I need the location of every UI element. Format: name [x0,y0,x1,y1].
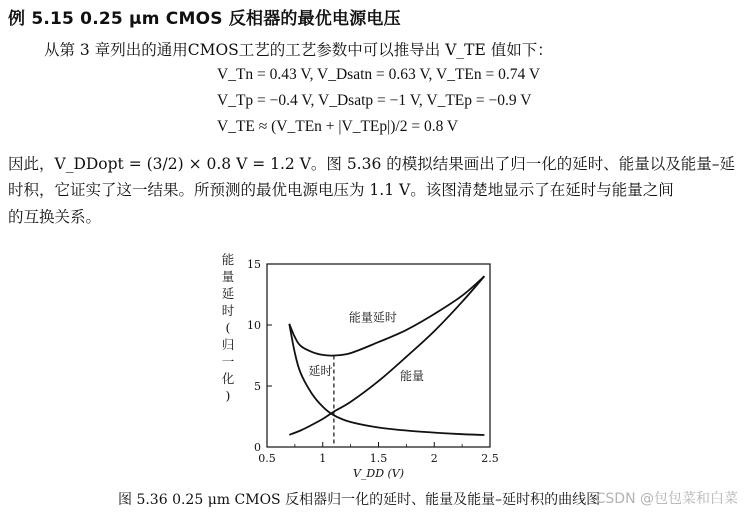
x-tick-label: 1 [319,452,327,465]
y-axis-label-char: 能 [221,252,235,267]
figure-5-36 [210,250,510,482]
y-tick-label: 5 [254,380,261,393]
series-delay-line [289,324,484,435]
y-axis-label-char: 归 [221,337,235,352]
y-axis-label-char: ) [225,388,231,403]
x-tick-label: 1.5 [369,452,388,465]
y-tick-label: 15 [247,258,261,271]
y-axis-label-char: 量 [221,269,235,284]
plot-frame [267,264,490,447]
x-tick-label: 2 [430,452,438,465]
y-axis-label-char: 延 [221,286,235,301]
y-axis-label-char: 时 [221,303,235,318]
series-label-energy: 能量 [399,368,424,383]
example-title: 例 5.15 0.25 μm CMOS 反相器的最优电源电压 [8,9,401,29]
x-tick-label: 2.5 [481,452,499,465]
x-tick-label: 0.5 [258,452,276,465]
equation-line-2: V_Tp = −0.4 V, V_Dsatp = −1 V, V_TEp = −0.9 V [217,92,532,109]
watermark: CSDN @包包菜和白菜 [595,491,738,507]
paragraph-line-3: 的互换关系。 [8,208,102,226]
y-axis-label-char: 一 [221,354,235,369]
x-axis-label: V_DD (V) [352,467,405,480]
series-label-energy-delay: 能量延时 [348,310,397,325]
figure-caption: 图 5.36 0.25 μm CMOS 反相器归一化的延时、能量及能量–延时积的曲线图 [118,492,601,508]
paragraph-line-2: 时积，它证实了这一结果。所预测的最优电源电压为 1.1 V。该图清楚地显示了在延时与能量之间 [8,181,674,199]
y-tick-label: 0 [254,441,261,454]
energy-delay-chart [210,250,510,482]
intro-line: 从第 3 章列出的通用CMOS工艺的工艺参数中可以推导出 V_TE 值如下： [44,41,553,59]
y-axis-label-char: ( [225,320,231,335]
y-axis-label-char: 化 [221,371,235,386]
paragraph-line-1: 因此，V_DDopt = (3/2) × 0.8 V = 1.2 V。图 5.36 的模拟结果画出了归一化的延时、能量以及能量–延 [8,155,736,173]
equation-line-1: V_Tn = 0.43 V, V_Dsatn = 0.63 V, V_TEn = 0.74 V [217,66,541,83]
series-label-delay: 延时 [308,364,333,379]
equation-line-3: V_TE ≈ (V_TEn + |V_TEp|)/2 = 0.8 V [217,118,459,135]
y-tick-label: 10 [247,319,261,332]
